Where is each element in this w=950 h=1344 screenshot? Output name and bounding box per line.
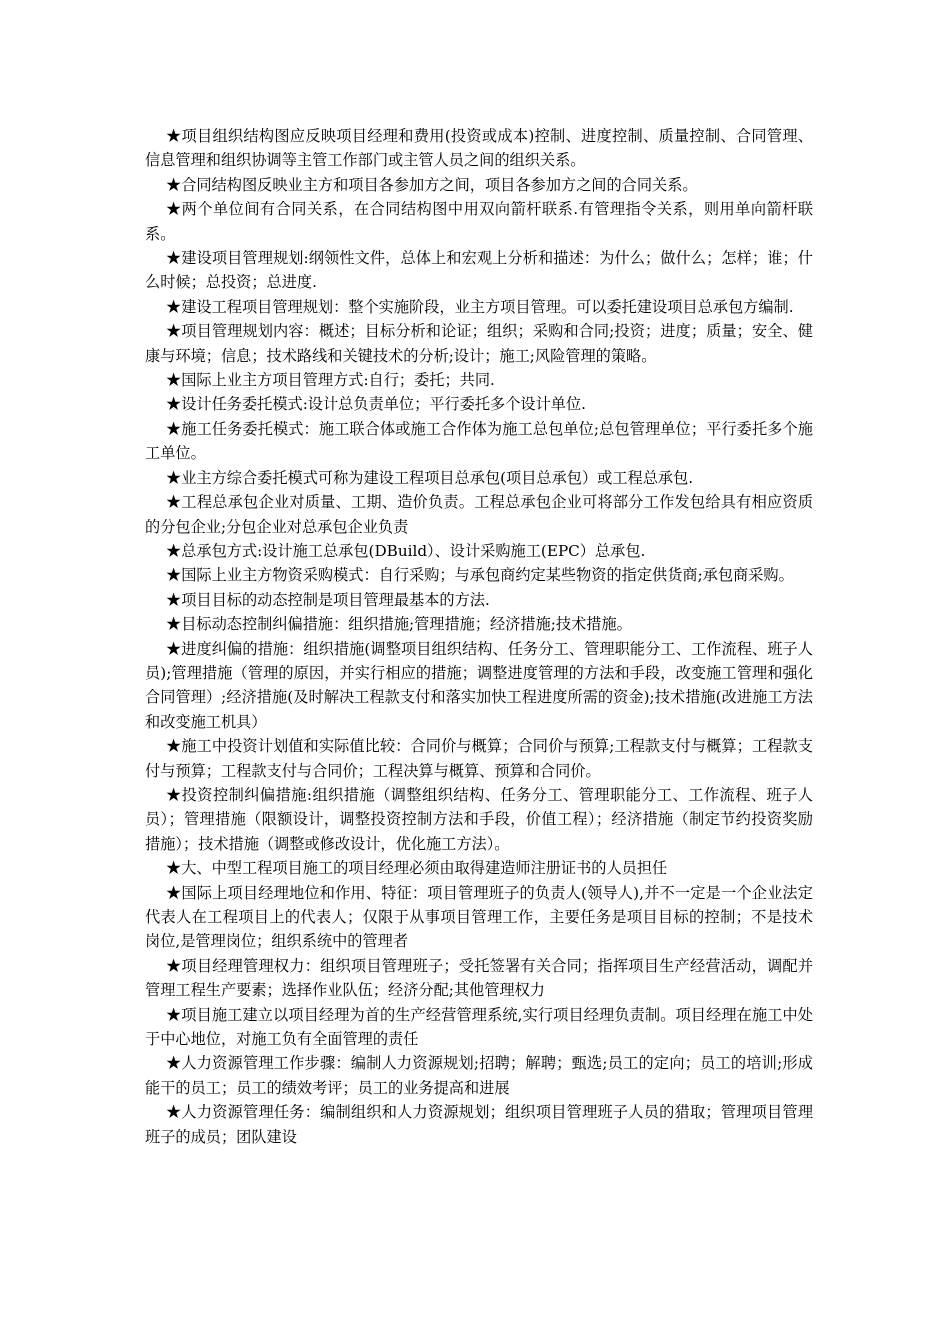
paragraph-comprehensive-delegation: ★业主方综合委托模式可称为建设工程项目总承包(项目总承包）或工程总承包.: [166, 468, 694, 487]
paragraph-project-management-plan: ★建设项目管理规划:纲领性文件，总体上和宏观上分析和描述：为什么；做什么；怎样；谁；什么时候；总投资；总进度.: [145, 249, 813, 292]
paragraph-investment-correction: ★投资控制纠偏措施:组织措施（调整组织结构、任务分工、管理职能分工、工作流程、班子人员）；管理措施（限额设计，调整投资控制方法和手段，价值工程）；经济措施（制定节约投资奖励措施）；技术措施（调整或修改设计，优化施工方法）。: [145, 785, 813, 853]
paragraph-investment-comparison: ★施工中投资计划值和实际值比较：合同价与概算；合同价与预算;工程款支付与概算；工程款支付与预算；工程款支付与合同价；工程决算与概算、预算和合同价。: [145, 737, 813, 780]
paragraph-material-procurement: ★国际上业主方物资采购模式：自行采购；与承包商约定某些物资的指定供货商;承包商采购。: [166, 566, 794, 585]
paragraph-project-manager-qualification: ★大、中型工程项目施工的项目经理必须由取得建造师注册证书的人员担任: [166, 859, 668, 878]
paragraph-project-manager-authority: ★项目经理管理权力：组织项目管理班子；受托签署有关合同；指挥项目生产经营活动，调配并管理工程生产要素；选择作业队伍；经济分配;其他管理权力: [145, 956, 813, 1000]
paragraph-project-manager-system: ★项目施工建立以项目经理为首的生产经营管理系统,实行项目经理负责制。项目经理在施工中处于中心地位，对施工负有全面管理的责任: [145, 1005, 813, 1049]
paragraph-construction-delegation: ★施工任务委托模式：施工联合体或施工合作体为施工总包单位;总包管理单位；平行委托多个施工单位。: [145, 419, 813, 463]
paragraph-hr-tasks: ★人力资源管理任务：编制组织和人力资源规划；组织项目管理班子人员的猎取；管理项目管理班子的成员；团队建设: [145, 1103, 813, 1146]
paragraph-org-structure-chart: ★项目组织结构图应反映项目经理和费用(投资或成本)控制、进度控制、质量控制、合同管理、信息管理和组织协调等主管工作部门或主管人员之间的组织关系。: [145, 127, 813, 170]
document-body: [145, 124, 813, 1149]
paragraph-general-contractor-responsibility: ★工程总承包企业对质量、工期、造价负责。工程总承包企业可将部分工作发包给具有相应资质的分包企业;分包企业对总承包企业负责: [145, 493, 813, 536]
paragraph-correction-measures: ★目标动态控制纠偏措施：组织措施;管理措施；经济措施;技术措施。: [166, 615, 632, 634]
paragraph-general-contract-types: ★总承包方式:设计施工总承包(DBuild）、设计采购施工(EPC）总承包.: [166, 541, 646, 560]
paragraph-design-delegation: ★设计任务委托模式:设计总负责单位；平行委托多个设计单位.: [166, 395, 587, 414]
paragraph-plan-contents: ★项目管理规划内容：概述；目标分析和论证；组织；采购和合同;投资；进度；质量；安全、健康与环境；信息；技术路线和关键技术的分析;设计；施工;风险管理的策略。: [145, 322, 813, 365]
paragraph-owner-management-modes: ★国际上业主方项目管理方式:自行；委托；共同.: [166, 371, 495, 390]
paragraph-engineering-management-plan: ★建设工程项目管理规划：整个实施阶段，业主方项目管理。可以委托建设项目总承包方编制.: [166, 297, 794, 316]
paragraph-dynamic-control: ★项目目标的动态控制是项目管理最基本的方法.: [166, 590, 490, 609]
paragraph-project-manager-role: ★国际上项目经理地位和作用、特征：项目管理班子的负责人(领导人),并不一定是一个企业法定代表人在工程项目上的代表人；仅限于从事项目管理工作，主要任务是项目目标的控制；不是技术岗位,是管理岗位；组织系统中的管理者: [145, 883, 813, 951]
paragraph-contract-structure-chart: ★合同结构图反映业主方和项目各参加方之间，项目各参加方之间的合同关系。: [166, 175, 698, 194]
paragraph-hr-steps: ★人力资源管理工作步骤：编制人力资源规划;招聘；解聘；甄选;员工的定向；员工的培训;形成能干的员工；员工的绩效考评；员工的业务提高和进展: [145, 1054, 813, 1097]
paragraph-schedule-correction: ★进度纠偏的措施：组织措施(调整项目组织结构、任务分工、管理职能分工、工作流程、班子人员);管理措施（管理的原因，并实行相应的措施；调整进度管理的方法和手段，改变施工管理和强化合同管理）;经济措施(及时解决工程款支付和落实加快工程进度所需的资金);技术措施(改进施工方法和改变施工机具）: [145, 639, 813, 731]
paragraph-arrow-relations: ★两个单位间有合同关系，在合同结构图中用双向箭杆联系.有管理指令关系，则用单向箭杆联系。: [145, 200, 813, 243]
